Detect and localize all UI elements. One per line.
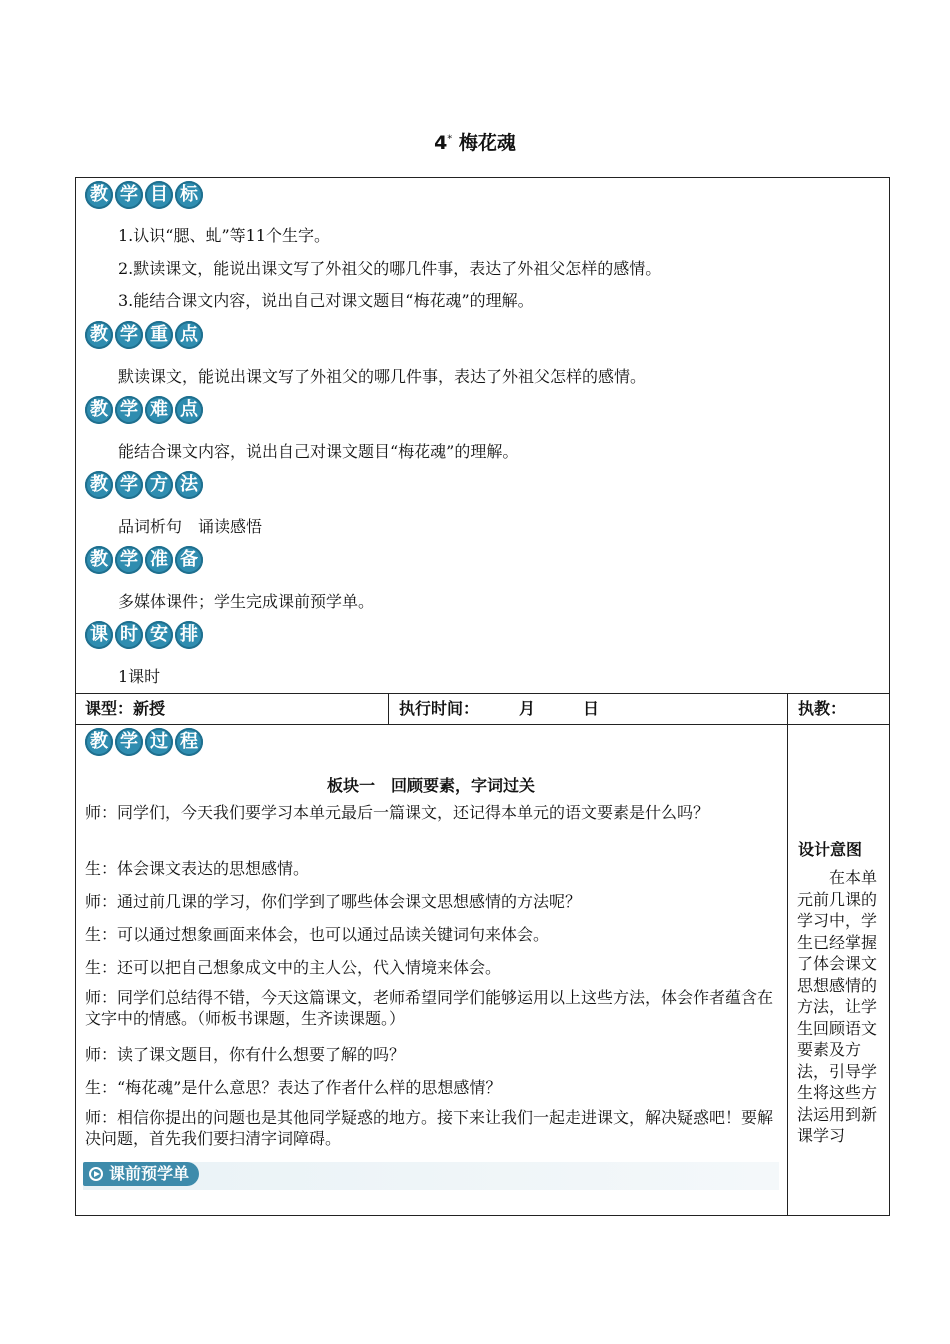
- badge-char: 过: [145, 728, 173, 756]
- badge-char: 法: [175, 471, 203, 499]
- badge-char: 学: [115, 471, 143, 499]
- badge-char: 目: [145, 181, 173, 209]
- divider: [787, 725, 788, 1215]
- badge-char: 点: [175, 396, 203, 424]
- design-intent-text: 在本单元前几课的学习中，学生已经掌握了体会课文思想感情的方法，让学生回顾语文要素及方法，引导学生将这些方法运用到新课学习: [797, 868, 878, 1145]
- badge-char: 学: [115, 546, 143, 574]
- preview-label: 课前预学单: [109, 1164, 190, 1183]
- methods-text: 品词析句 诵读感悟: [118, 517, 263, 536]
- badge-char: 方: [145, 471, 173, 499]
- preview-tag: [83, 1162, 199, 1186]
- badge-char: 学: [115, 181, 143, 209]
- badge-char: 教: [85, 728, 113, 756]
- lesson-mark: *: [447, 133, 453, 145]
- difficulties-text: 能结合课文内容，说出自己对课文题目“梅花魂”的理解。: [118, 442, 519, 461]
- badge-char: 教: [85, 321, 113, 349]
- badge-char: 学: [115, 321, 143, 349]
- dialogue-line: 生：还可以把自己想象成文中的主人公，代入情境来体会。: [85, 958, 502, 977]
- design-intent-title: 设计意图: [798, 840, 863, 859]
- divider: [787, 694, 788, 724]
- schedule-badge: [85, 621, 203, 649]
- badge-char: 准: [145, 546, 173, 574]
- badge-char: 时: [115, 621, 143, 649]
- teacher-label: 执教：: [798, 699, 847, 718]
- key-points-badge: [85, 321, 203, 349]
- dialogue-line: 师：读了课文题目，你有什么想要了解的吗？: [85, 1045, 406, 1064]
- badge-char: 教: [85, 546, 113, 574]
- objective-item: 1.认识“腮、虬”等11个生字。: [118, 226, 330, 245]
- badge-char: 课: [85, 621, 113, 649]
- preparation-text: 多媒体课件；学生完成课前预学单。: [118, 592, 375, 611]
- dialogue-line: 师：同学们，今天我们要学习本单元最后一篇课文，还记得本单元的语文要素是什么吗？: [85, 803, 710, 822]
- lesson-info-row: [75, 693, 890, 725]
- play-icon: [89, 1167, 103, 1181]
- dialogue-line: 师：同学们总结得不错，今天这篇课文，老师希望同学们能够运用以上这些方法，体会作者蕴含在文字中的情感。（师板书课题，生齐读课题。）: [85, 988, 774, 1028]
- process-badge: [85, 728, 203, 756]
- lesson-type: 课型：新授: [85, 699, 166, 718]
- badge-char: 程: [175, 728, 203, 756]
- schedule-text: 1课时: [118, 667, 161, 686]
- methods-badge: [85, 471, 203, 499]
- block-title: 板块一 回顾要素，字词过关: [326, 776, 535, 795]
- dialogue-line: 生：体会课文表达的思想感情。: [85, 859, 310, 878]
- difficulties-badge: [85, 396, 203, 424]
- lesson-number: 4: [434, 132, 448, 154]
- dialogue-line: 师：通过前几课的学习，你们学到了哪些体会课文思想感情的方法呢？: [85, 892, 582, 911]
- badge-char: 点: [175, 321, 203, 349]
- dialogue-line: 生：可以通过想象画面来体会，也可以通过品读关键词句来体会。: [85, 925, 550, 944]
- key-points-text: 默读课文，能说出课文写了外祖父的哪几件事，表达了外祖父怎样的感情。: [118, 367, 647, 386]
- teaching-process-box: [75, 724, 890, 1216]
- badge-char: 教: [85, 396, 113, 424]
- badge-char: 难: [145, 396, 173, 424]
- divider: [388, 694, 389, 724]
- objective-item: 3.能结合课文内容，说出自己对课文题目“梅花魂”的理解。: [118, 291, 534, 310]
- lesson-title: [0, 128, 950, 155]
- badge-char: 备: [175, 546, 203, 574]
- objectives-badge: [85, 181, 203, 209]
- badge-char: 标: [175, 181, 203, 209]
- badge-char: 安: [145, 621, 173, 649]
- preview-banner: [83, 1162, 779, 1190]
- badge-char: 重: [145, 321, 173, 349]
- badge-char: 排: [175, 621, 203, 649]
- badge-char: 学: [115, 728, 143, 756]
- execution-time: 执行时间： 月 日: [399, 699, 600, 718]
- dialogue-line: 师：相信你提出的问题也是其他同学疑惑的地方。接下来让我们一起走进课文，解决疑惑吧！要解决问题，首先我们要扫清字词障碍。: [85, 1108, 774, 1148]
- objective-item: 2.默读课文，能说出课文写了外祖父的哪几件事，表达了外祖父怎样的感情。: [118, 259, 662, 278]
- badge-char: 教: [85, 181, 113, 209]
- dialogue-line: 生：“梅花魂”是什么意思？表达了作者什么样的思想感情？: [85, 1078, 502, 1097]
- preparation-badge: [85, 546, 203, 574]
- lesson-name: 梅花魂: [458, 132, 516, 154]
- badge-char: 学: [115, 396, 143, 424]
- lesson-overview-box: [75, 177, 890, 694]
- badge-char: 教: [85, 471, 113, 499]
